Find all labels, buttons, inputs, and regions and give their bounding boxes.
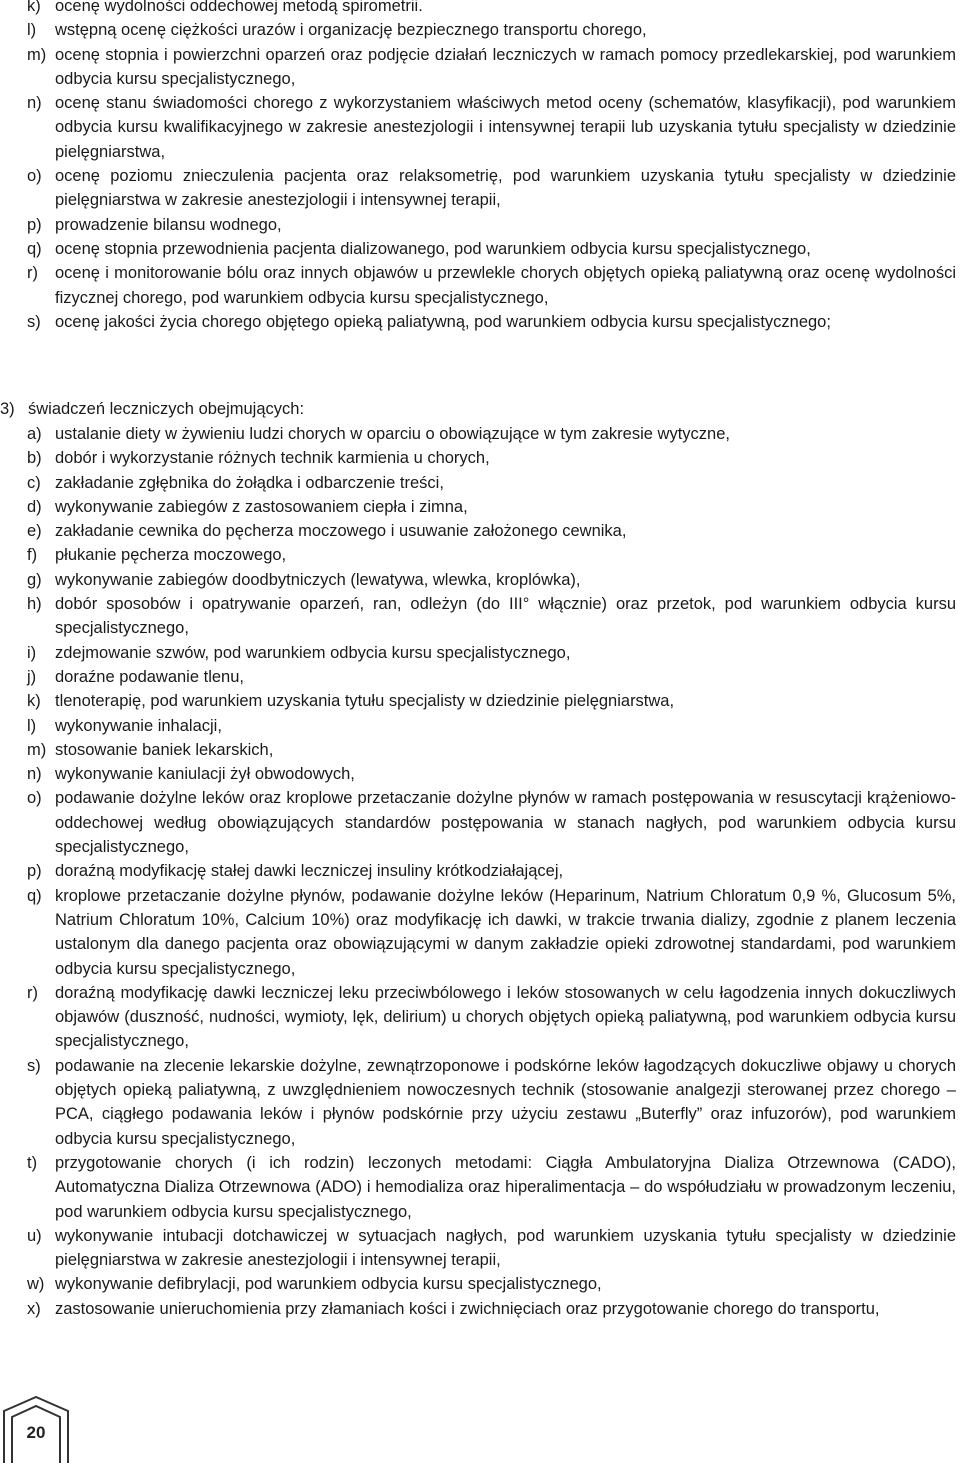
list-item-text: wstępną ocenę ciężkości urazów i organizację bezpiecznego transportu chorego, — [55, 21, 647, 40]
list-item-label: r) — [27, 983, 38, 1002]
list-item-text: przygotowanie chorych (i ich rodzin) leczonych metodami: Ciągła Ambulatoryjna Dializa Otrzewnowa (CADO), Automatyczna Dializa Otrzewnowa (ADO) i hemodializa oraz hiperalimentacja – do współudziału w prowadzonym leczeniu, pod warunkiem odbycia kursu specjalistycznego, — [55, 1153, 956, 1221]
list-item — [0, 422, 960, 446]
list-item-label: s) — [27, 312, 41, 331]
page-number-badge — [0, 1393, 72, 1465]
list-item — [0, 310, 960, 334]
list-section-3 — [0, 422, 960, 1321]
list-item-text: zakładanie cewnika do pęcherza moczowego i usuwanie założonego cewnika, — [55, 522, 627, 541]
list-item — [0, 471, 960, 495]
list-item — [0, 665, 960, 689]
list-item-label: l) — [27, 21, 37, 40]
list-item-label: o) — [27, 167, 42, 186]
list-item — [0, 213, 960, 237]
list-item — [0, 43, 960, 92]
section-heading-text: świadczeń leczniczych obejmujących: — [28, 400, 305, 418]
list-item — [0, 1054, 960, 1151]
list-item-text: ocenę i monitorowanie bólu oraz innych objawów u przewlekle chorych objętych opieką paliatywną oraz ocenę wydolności fizycznej chorego, pod warunkiem odbycia kursu specjalistycznego, — [55, 264, 956, 307]
list-item-text: wykonywanie kaniulacji żył obwodowych, — [55, 765, 355, 784]
list-item-label: f) — [27, 546, 38, 565]
list-item-text: doraźną modyfikację stałej dawki leczniczej insuliny krótkodziałającej, — [55, 862, 564, 881]
list-item — [0, 689, 960, 713]
list-item-label: l) — [27, 716, 37, 735]
list-item — [0, 1224, 960, 1273]
list-item-label: r) — [27, 264, 38, 283]
list-item-label: a) — [27, 425, 42, 443]
list-item-text: wykonywanie intubacji dotchawiczej w sytuacjach nagłych, pod warunkiem uzyskania tytułu specjalisty w dziedzinie pielęgniarstwa w zakresie anestezjologii i intensywnej terapii, — [55, 1226, 956, 1270]
list-item — [0, 91, 960, 164]
list-item-text: zdejmowanie szwów, pod warunkiem odbycia kursu specjalistycznego, — [55, 643, 571, 662]
list-item-text: podawanie na zlecenie lekarskie dożylne, zewnątrzoponowe i podskórne leków łagodzących dokuczliwe objawy u chorych objętych opieką paliatywną, z uwzględnieniem nowoczesnych technik (stosowanie analgezji sterowanej przez chorego – PCA, ciągłego podawania leków i płynów podskórnie przy użyciu zestawu „Buterfly” oraz infuzorów), pod warunkiem odbycia kursu specjalistycznego, — [55, 1056, 956, 1148]
list-item-label: e) — [27, 522, 42, 541]
list-item-label: o) — [27, 789, 42, 808]
list-item — [0, 1151, 960, 1224]
list-item-label: g) — [27, 570, 42, 589]
list-item-label: u) — [27, 1226, 42, 1245]
list-item-label: n) — [27, 94, 42, 113]
list-item-label: t) — [27, 1153, 38, 1172]
list-item-label: c) — [27, 473, 41, 492]
list-item — [0, 519, 960, 543]
list-item-label: m) — [27, 740, 47, 759]
list-item — [0, 738, 960, 762]
list-item-label: n) — [27, 765, 42, 784]
list-item-label: q) — [27, 239, 42, 258]
list-item-text: tlenoterapię, pod warunkiem uzyskania tytułu specjalisty w dziedzinie pielęgniarstwa, — [55, 692, 675, 711]
list-top — [0, 0, 960, 334]
list-item — [0, 762, 960, 786]
list-item-label: b) — [27, 449, 42, 468]
list-item-text: ocenę jakości życia chorego objętego opieką paliatywną, pod warunkiem odbycia kursu specjalistycznego; — [55, 312, 831, 331]
list-item-text: ocenę stanu świadomości chorego z wykorzystaniem właściwych metod oceny (schematów, klasyfikacji), pod warunkiem odbycia kursu kwalifikacyjnego w zakresie anestezjologii i intensywnej terapii lub uzyskania tytułu specjalisty w dziedzinie pielęgniarstwa, — [55, 94, 956, 161]
list-item-text: ocenę stopnia i powierzchni oparzeń oraz podjęcie działań leczniczych w ramach pomocy przedlekarskiej, pod warunkiem odbycia kursu specjalistycznego, — [55, 45, 956, 88]
list-item — [0, 1272, 960, 1296]
list-item — [0, 495, 960, 519]
section-label: 3) — [0, 400, 15, 418]
list-item-text: ocenę stopnia przewodnienia pacjenta dializowanego, pod warunkiem odbycia kursu specjalistycznego, — [55, 239, 811, 258]
list-item — [0, 568, 960, 592]
list-item — [0, 786, 960, 859]
list-item-text: płukanie pęcherza moczowego, — [55, 546, 287, 565]
list-item-text: doraźne podawanie tlenu, — [55, 667, 244, 686]
list-item-text: ustalanie diety w żywieniu ludzi chorych w oparciu o obowiązujące w tym zakresie wytyczne, — [55, 425, 730, 443]
list-item — [0, 884, 960, 981]
list-item — [0, 543, 960, 567]
list-item-label: q) — [27, 886, 42, 905]
list-item-text: kroplowe przetaczanie dożylne płynów, podawanie dożylne leków (Heparinum, Natrium Chloratum 0,9 %, Glucosum 5%, Natrium Chloratum 10%, Calcium 10%) oraz modyfikację ich dawki, w trakcie trwania dializy, zgodnie z planem leczenia ustalonym dla danego pacjenta oraz obowiązującymi w danym zakładzie opieki zdrowotnej standardami, pod warunkiem odbycia kursu specjalistycznego, — [55, 886, 956, 978]
list-item-label: p) — [27, 215, 42, 234]
list-item-text: doraźną modyfikację dawki leczniczej leku przeciwbólowego i leków stosowanych w celu łagodzenia innych dokuczliwych objawów (duszność, nudności, wymioty, lęk, delirium) u chorych objętych opieką paliatywną, pod warunkiem odbycia kursu specjalistycznego, — [55, 983, 956, 1051]
list-item-label: p) — [27, 862, 42, 881]
list-item-label: h) — [27, 595, 42, 614]
list-item-text: ocenę poziomu znieczulenia pacjenta oraz relaksometrię, pod warunkiem uzyskania tytułu specjalisty w dziedzinie pielęgniarstwa w zakresie anestezjologii i intensywnej terapii, — [55, 167, 956, 210]
list-item-label: i) — [27, 643, 37, 662]
list-item-text: prowadzenie bilansu wodnego, — [55, 215, 282, 234]
list-item-label: s) — [27, 1056, 41, 1075]
list-item — [0, 0, 960, 18]
list-item — [0, 641, 960, 665]
list-item-text: dobór sposobów i opatrywanie oparzeń, ran, odleżyn (do III° włącznie) oraz przetok, pod warunkiem odbycia kursu specjalistycznego, — [55, 595, 956, 638]
list-item — [0, 592, 960, 641]
list-item-text: zakładanie zgłębnika do żołądka i odbarczenie treści, — [55, 473, 444, 492]
list-item-text: wykonywanie zabiegów z zastosowaniem ciepła i zimna, — [55, 497, 468, 516]
list-item — [0, 859, 960, 883]
list-item-label: d) — [27, 497, 42, 516]
list-item — [0, 1297, 960, 1321]
list-item-label: k) — [27, 692, 41, 711]
list-item — [0, 446, 960, 470]
list-item-text: stosowanie baniek lekarskich, — [55, 740, 274, 759]
list-item — [0, 237, 960, 261]
list-item-text: dobór i wykorzystanie różnych technik karmienia u chorych, — [55, 449, 490, 468]
list-item-label: j) — [27, 667, 37, 686]
list-item — [0, 18, 960, 42]
section-3-heading — [0, 397, 960, 421]
list-item — [0, 261, 960, 310]
list-item — [0, 981, 960, 1054]
list-item-text: wykonywanie defibrylacji, pod warunkiem odbycia kursu specjalistycznego, — [55, 1275, 602, 1294]
list-item — [0, 164, 960, 213]
list-item-text: wykonywanie inhalacji, — [55, 716, 222, 735]
list-item-text: ocenę wydolności oddechowej metodą spirometrii. — [55, 0, 423, 15]
page-number: 20 — [26, 1423, 46, 1442]
list-item-label: w) — [27, 1275, 45, 1294]
list-item — [0, 714, 960, 738]
list-item-text: podawanie dożylne leków oraz kroplowe przetaczanie dożylne płynów w ramach postępowania w resuscytacji krążeniowo-oddechowej według obowiązujących standardów postępowania w stanach nagłych, pod warunkiem odbycia kursu specjalistycznego, — [55, 789, 956, 857]
list-item-label: m) — [27, 45, 47, 64]
list-item-label: k) — [27, 0, 41, 15]
list-item-text: zastosowanie unieruchomienia przy złamaniach kości i zwichnięciach oraz przygotowanie chorego do transportu, — [55, 1299, 880, 1318]
list-item-label: x) — [27, 1299, 41, 1318]
list-item-text: wykonywanie zabiegów doodbytniczych (lewatywa, wlewka, kroplówka), — [55, 570, 581, 589]
